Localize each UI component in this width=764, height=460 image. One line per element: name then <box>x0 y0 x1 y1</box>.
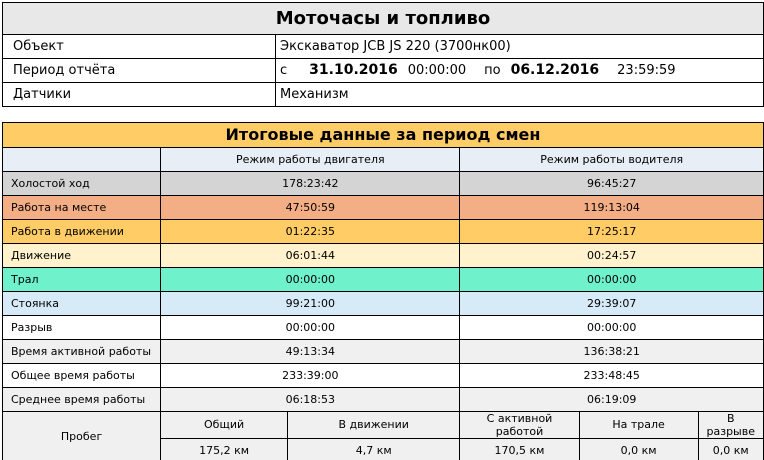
driver-value: 00:00:00 <box>460 267 763 291</box>
table-row <box>3 387 763 411</box>
object-label: Объект <box>3 35 276 58</box>
driver-value: 00:00:00 <box>460 315 763 339</box>
object-value: Экскаватор JCB JS 220 (3700нк00) <box>280 39 511 54</box>
driver-value: 06:19:09 <box>460 387 763 411</box>
table-row <box>3 219 763 243</box>
row-label: Работа на месте <box>3 195 161 219</box>
summary-header-empty <box>3 147 161 171</box>
period-to-prefix: по <box>484 63 501 78</box>
engine-value: 233:39:00 <box>161 363 460 387</box>
header-row-period <box>3 59 763 83</box>
row-label: Общее время работы <box>3 363 161 387</box>
row-label: Время активной работы <box>3 339 161 363</box>
engine-mode-header: Режим работы двигателя <box>161 147 460 171</box>
row-label: Среднее время работы <box>3 387 161 411</box>
driver-value: 119:13:04 <box>460 195 763 219</box>
mileage-trawl: 0,0 км <box>579 438 698 460</box>
table-row <box>3 291 763 315</box>
mileage-header-row <box>3 411 763 438</box>
period-from-prefix: с <box>280 63 288 78</box>
period-label: Период отчёта <box>3 59 276 82</box>
engine-value: 00:00:00 <box>161 267 460 291</box>
mileage-header-gap: В разрыве <box>698 411 763 438</box>
mileage-gap: 0,0 км <box>698 438 763 460</box>
table-row <box>3 195 763 219</box>
sensors-value: Механизм <box>280 87 349 102</box>
report-header <box>2 2 764 107</box>
driver-value: 136:38:21 <box>460 339 763 363</box>
engine-value: 06:01:44 <box>161 243 460 267</box>
header-row-object <box>3 35 763 59</box>
period-from-time: 00:00:00 <box>407 63 467 78</box>
period-to-time: 23:59:59 <box>617 63 676 78</box>
sensors-label: Датчики <box>3 83 276 107</box>
header-row-sensors <box>3 83 763 107</box>
summary-title: Итоговые данные за период смен <box>3 123 763 147</box>
driver-value: 29:39:07 <box>460 291 763 315</box>
report-title: Моточасы и топливо <box>3 3 763 35</box>
row-label: Движение <box>3 243 161 267</box>
driver-value: 96:45:27 <box>460 171 763 195</box>
period-value <box>276 59 763 82</box>
row-label: Работа в движении <box>3 219 161 243</box>
table-row <box>3 243 763 267</box>
engine-value: 06:18:53 <box>161 387 460 411</box>
table-row <box>3 339 763 363</box>
table-row <box>3 363 763 387</box>
engine-value: 01:22:35 <box>161 219 460 243</box>
driver-value: 17:25:17 <box>460 219 763 243</box>
period-from-date: 31.10.2016 <box>309 62 398 78</box>
driver-value: 00:24:57 <box>460 243 763 267</box>
mileage-header-moving: В движении <box>288 411 460 438</box>
table-row <box>3 171 763 195</box>
engine-value: 99:21:00 <box>161 291 460 315</box>
summary-table <box>2 122 764 460</box>
row-label: Разрыв <box>3 315 161 339</box>
mileage-header-total: Общий <box>161 411 288 438</box>
mileage-header-trawl: На трале <box>579 411 698 438</box>
engine-value: 49:13:34 <box>161 339 460 363</box>
row-label: Холостой ход <box>3 171 161 195</box>
table-row <box>3 267 763 291</box>
mileage-moving: 4,7 км <box>288 438 460 460</box>
mileage-header-active: С активной работой <box>460 411 579 438</box>
mileage-total: 175,2 км <box>161 438 288 460</box>
mileage-label: Пробег <box>3 411 161 460</box>
period-to-date: 06.12.2016 <box>510 62 600 78</box>
mileage-active: 170,5 км <box>460 438 579 460</box>
engine-value: 00:00:00 <box>161 315 460 339</box>
driver-mode-header: Режим работы водителя <box>460 147 763 171</box>
row-label: Трал <box>3 267 161 291</box>
engine-value: 47:50:59 <box>161 195 460 219</box>
engine-value: 178:23:42 <box>161 171 460 195</box>
summary-header-row <box>3 147 763 171</box>
table-row <box>3 315 763 339</box>
driver-value: 233:48:45 <box>460 363 763 387</box>
row-label: Стоянка <box>3 291 161 315</box>
